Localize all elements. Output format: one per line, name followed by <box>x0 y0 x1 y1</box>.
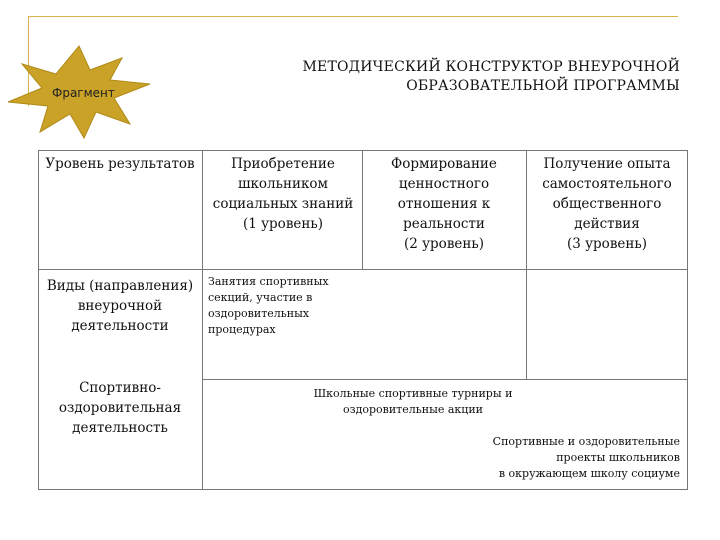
title-line-2: ОБРАЗОВАТЕЛЬНОЙ ПРОГРАММЫ <box>406 78 680 94</box>
sport-cell-3-line-1: Спортивные и оздоровительные <box>492 435 680 448</box>
table-row-divider-1 <box>38 269 688 270</box>
table-col-divider-3 <box>526 150 527 380</box>
table-border-right <box>687 150 688 490</box>
sport-cell-level-2 <box>298 386 528 418</box>
sport-label <box>46 378 194 438</box>
header-level-2 <box>370 154 518 254</box>
level-1-text: Приобретение школьником социальных знаний <box>212 156 354 212</box>
level-2-tag: (2 уровень) <box>403 236 485 252</box>
title-line-1: МЕТОДИЧЕСКИЙ КОНСТРУКТОР ВНЕУРОЧНОЙ <box>302 59 680 75</box>
sport-cell-level-3 <box>418 434 680 482</box>
header-level-3 <box>532 154 682 254</box>
kinds-cell-level-1 <box>208 274 348 338</box>
table-col-divider-1 <box>202 150 203 490</box>
header-levels-text: Уровень результатов <box>45 156 195 172</box>
sport-cell-2-text: Школьные спортивные турниры и оздоровительные акции <box>313 387 513 416</box>
kinds-cell-1-text: Занятия спортивных секций, участие в оздоровительных процедурах <box>208 275 329 336</box>
table-border-left <box>38 150 39 490</box>
level-3-text: Получение опыта самостоятельного общественного действия <box>542 156 672 232</box>
level-1-tag: (1 уровень) <box>242 216 324 232</box>
kinds-label-text: Виды (направления) внеурочной деятельности <box>46 278 194 334</box>
kinds-label <box>46 276 194 336</box>
header-level-1 <box>210 154 356 234</box>
sport-cell-3-line-2: проекты школьников <box>556 451 680 464</box>
sport-cell-3-line-3: в окружающем школу социуме <box>498 467 680 480</box>
level-2-text: Формирование ценностного отношения к реальности <box>391 156 497 232</box>
table-col-divider-2 <box>362 150 363 270</box>
decorative-frame-top <box>28 16 678 17</box>
header-levels-label <box>42 154 198 174</box>
fragment-label: Фрагмент <box>52 86 115 100</box>
table-row-divider-2 <box>202 379 688 380</box>
level-3-tag: (3 уровень) <box>566 236 648 252</box>
page-title <box>210 58 680 96</box>
constructor-table <box>38 150 688 490</box>
table-border-top <box>38 150 688 151</box>
sport-label-text: Спортивно-оздоровительная деятельность <box>58 380 182 436</box>
table-border-bottom <box>38 489 688 490</box>
